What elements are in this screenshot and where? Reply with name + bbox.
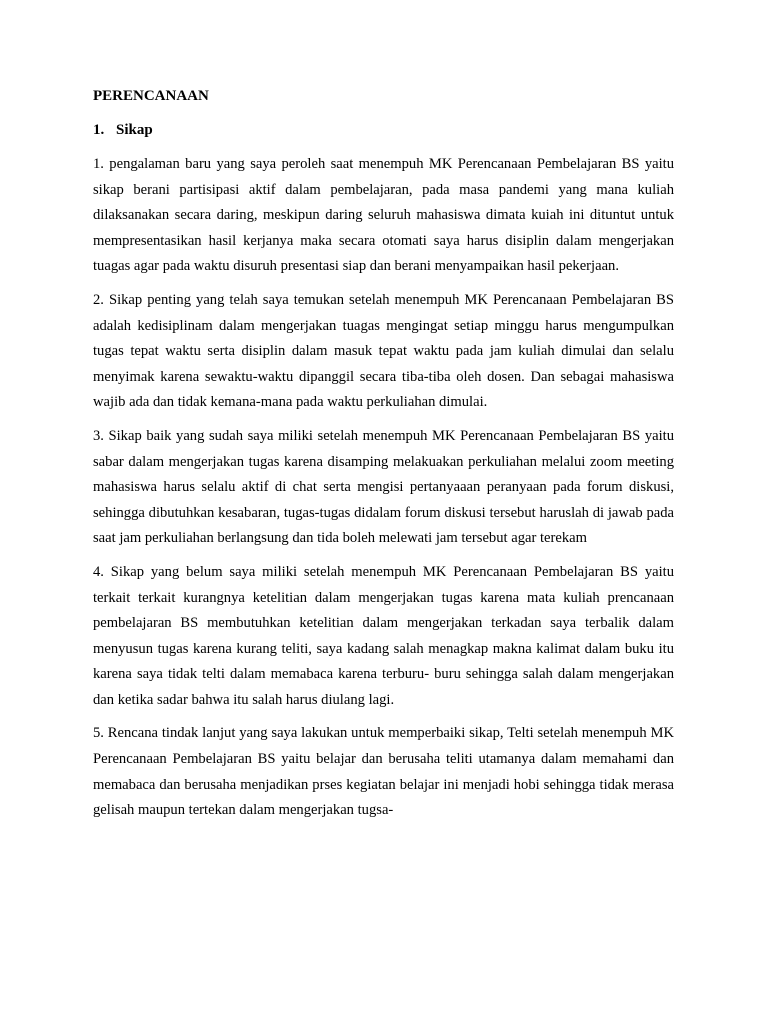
document-body (93, 86, 674, 832)
document-title: PERENCANAAN (93, 88, 209, 104)
paragraph-3: 3. Sikap baik yang sudah saya miliki setelah menempuh MK Perencanaan Pembelajaran BS yaitu sabar dalam mengerjakan tugas karena disamping melakuakan perkuliahan melalui zoom meeting mahasiswa harus selalu aktif di chat serta mengisi pertanyaaan peranyaan pada forum diskusi, sehingga dibutuhkan kesabaran, tugas-tugas didalam forum diskusi tersebut haruslah di jawab pada saat jam perkuliahan berlangsung dan tida boleh melewati jam tersebut agar terekam (93, 427, 674, 547)
section-label: Sikap (116, 122, 153, 138)
paragraph-2: 2. Sikap penting yang telah saya temukan setelah menempuh MK Perencanaan Pembelajaran BS adalah kedisiplinam dalam mengerjakan tuagas mengingat setiap minggu harus mengumpulkan tugas tepat waktu serta disiplin dalam masuk tepat waktu pada jam kuliah dimulai dan selalu menyimak karena sewaktu-waktu dipanggil secara tiba-tiba oleh dosen. Dan sebagai mahasiswa wajib ada dan tidak kemana-mana pada waktu perkuliahan dimulai. (93, 291, 674, 411)
section-number: 1. (93, 122, 105, 138)
paragraph-4: 4. Sikap yang belum saya miliki setelah menempuh MK Perencanaan Pembelajaran BS yaitu terkait terkait kurangnya ketelitian dalam mengerjakan tugas karena mata kuliah prencanaan pembelajaran BS membutuhkan ketelitian dalam mengerjakan terkadan saya terbalik dalam menyusun tugas karena kurang teliti, saya kadang salah menagkap makna kalimat dalam buku itu karena saya tidak telti dalam memabaca karena terburu- buru sehingga salah dalam mengerjakan dan ketika sadar bahwa itu salah harus diulang lagi. (93, 563, 674, 708)
paragraph-1: 1. pengalaman baru yang saya peroleh saat menempuh MK Perencanaan Pembelajaran BS yaitu sikap berani partisipasi aktif dalam pembelajaran, pada masa pandemi yang mana kuliah dilaksanakan secara daring, meskipun daring seluruh mahasiswa dimata kuiah ini dituntut untuk mempresentasikan hasil kerjanya maka secara otomati saya harus disiplin dalam mengerjakan tuagas agar pada waktu disuruh presentasi siap dan berani menyampaikan hasil pekerjaan. (93, 156, 674, 275)
section-heading (93, 120, 674, 140)
paragraph-5: 5. Rencana tindak lanjut yang saya lakukan untuk memperbaiki sikap, Telti setelah menempuh MK Perencanaan Pembelajaran BS yaitu belajar dan berusaha teliti utamanya dalam memahami dan memabaca dan berusaha menjadikan prses kegiatan belajar ini menjadi hobi sehingga tidak merasa gelisah maupun tertekan dalam mengerjakan tugsa- (93, 725, 674, 819)
